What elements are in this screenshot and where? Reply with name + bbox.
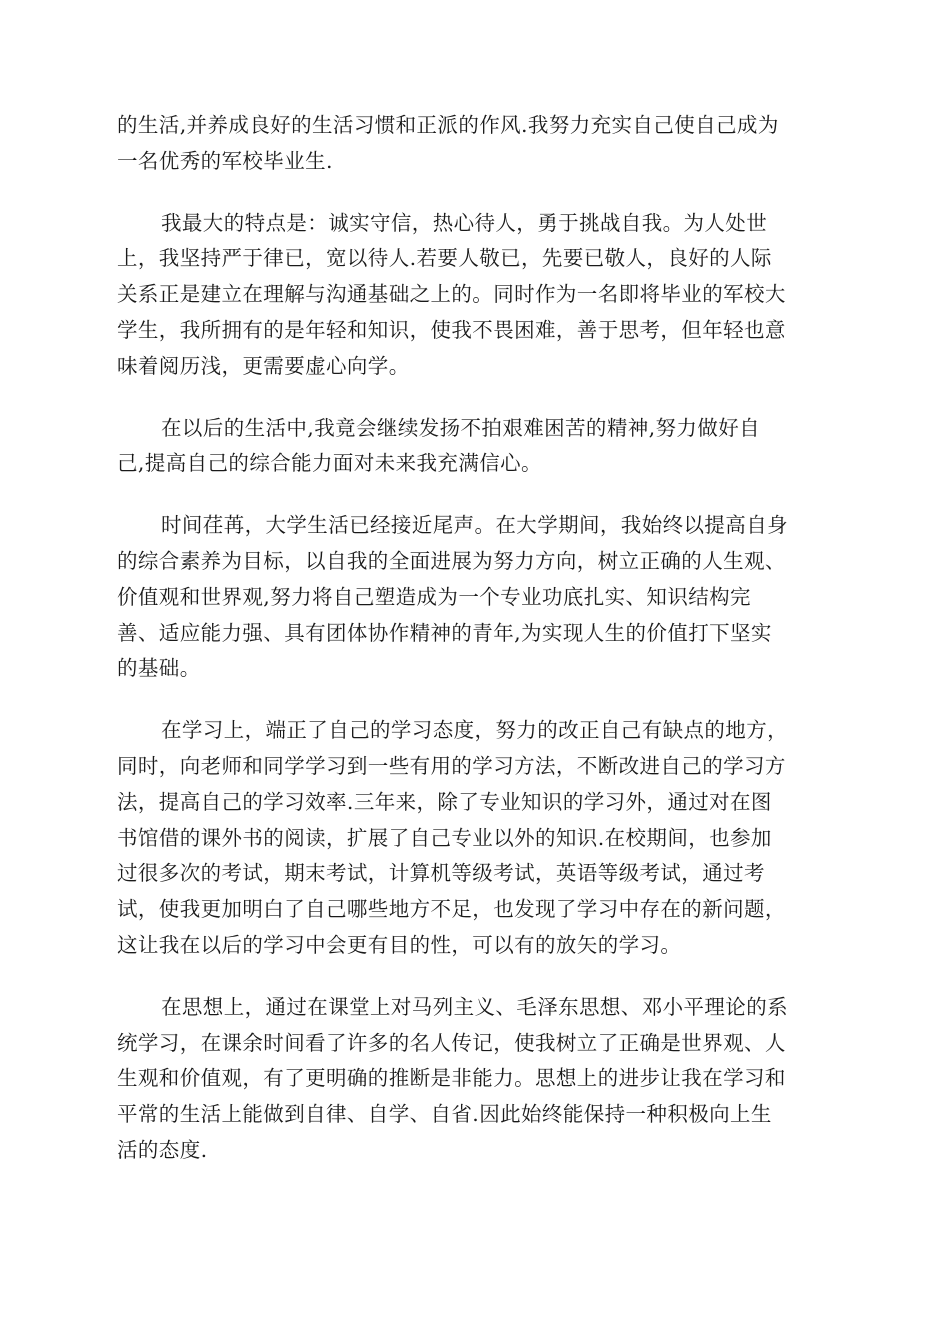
text-line: 己,提高自己的综合能力面对未来我充满信心。	[117, 451, 542, 476]
text-line: 书馆借的课外书的阅读，扩展了自己专业以外的知识.在校期间，也参加	[117, 825, 772, 850]
text-line: 味着阅历浅，更需要虚心向学。	[117, 353, 410, 378]
text-line: 统学习，在课余时间看了许多的名人传记，使我树立了正确是世界观、人	[117, 1030, 786, 1055]
text-line: 学生，我所拥有的是年轻和知识，使我不畏困难，善于思考，但年轻也意	[117, 317, 786, 342]
text-line: 的基础。	[117, 656, 201, 681]
text-line: 在学习上，端正了自己的学习态度，努力的改正自己有缺点的地方，	[161, 718, 788, 743]
paragraph-4	[117, 508, 835, 687]
text-line: 的生活,并养成良好的生活习惯和正派的作风.我努力充实自己使自己成为	[117, 113, 779, 137]
text-line: 价值观和世界观,努力将自己塑造成为一个专业功底扎实、知识结构完	[117, 584, 751, 609]
text-line: 活的态度.	[117, 1137, 208, 1162]
text-line: 这让我在以后的学习中会更有目的性，可以有的放矢的学习。	[117, 932, 682, 957]
text-line: 法，提高自己的学习效率.三年来，除了专业知识的学习外，通过对在图	[117, 789, 772, 814]
text-line: 过很多次的考试，期末考试，计算机等级考试，英语等级考试，通过考	[117, 861, 765, 886]
text-line: 善、适应能力强、具有团体协作精神的青年,为实现人生的价值打下坚实	[117, 620, 772, 645]
text-line: 同时，向老师和同学学习到一些有用的学习方法，不断改进自己的学习方	[117, 753, 786, 778]
text-line: 一名优秀的军校毕业生.	[117, 148, 333, 173]
text-line: 试，使我更加明白了自己哪些地方不足，也发现了学习中存在的新问题，	[117, 897, 786, 922]
text-line: 在思想上，通过在课堂上对马列主义、毛泽东思想、邓小平理论的系	[161, 994, 788, 1019]
paragraph-2	[117, 206, 835, 385]
document-page	[117, 108, 835, 1195]
text-line: 在以后的生活中,我竟会继续发扬不拍艰难困苦的精神,努力做好自	[161, 415, 761, 440]
text-line: 关系正是建立在理解与沟通基础之上的。同时作为一名即将毕业的军校大	[117, 282, 786, 307]
text-line: 时间荏苒，大学生活已经接近尾声。在大学期间，我始终以提高自身	[161, 513, 788, 538]
text-line: 我最大的特点是：诚实守信，热心待人，勇于挑战自我。为人处世	[161, 210, 768, 235]
paragraph-6	[117, 990, 835, 1169]
paragraph-5	[117, 713, 835, 964]
text-line: 平常的生活上能做到自律、自学、自省.因此始终能保持一种积极向上生	[117, 1102, 772, 1127]
text-line: 生观和价值观，有了更明确的推断是非能力。思想上的进步让我在学习和	[117, 1066, 786, 1091]
text-line: 上，我坚持严于律已，宽以待人.若要人敬已，先要已敬人，良好的人际	[117, 246, 772, 271]
paragraph-1	[117, 108, 835, 180]
text-line: 的综合素养为目标，以自我的全面进展为努力方向，树立正确的人生观、	[117, 548, 786, 573]
paragraph-3	[117, 411, 835, 483]
